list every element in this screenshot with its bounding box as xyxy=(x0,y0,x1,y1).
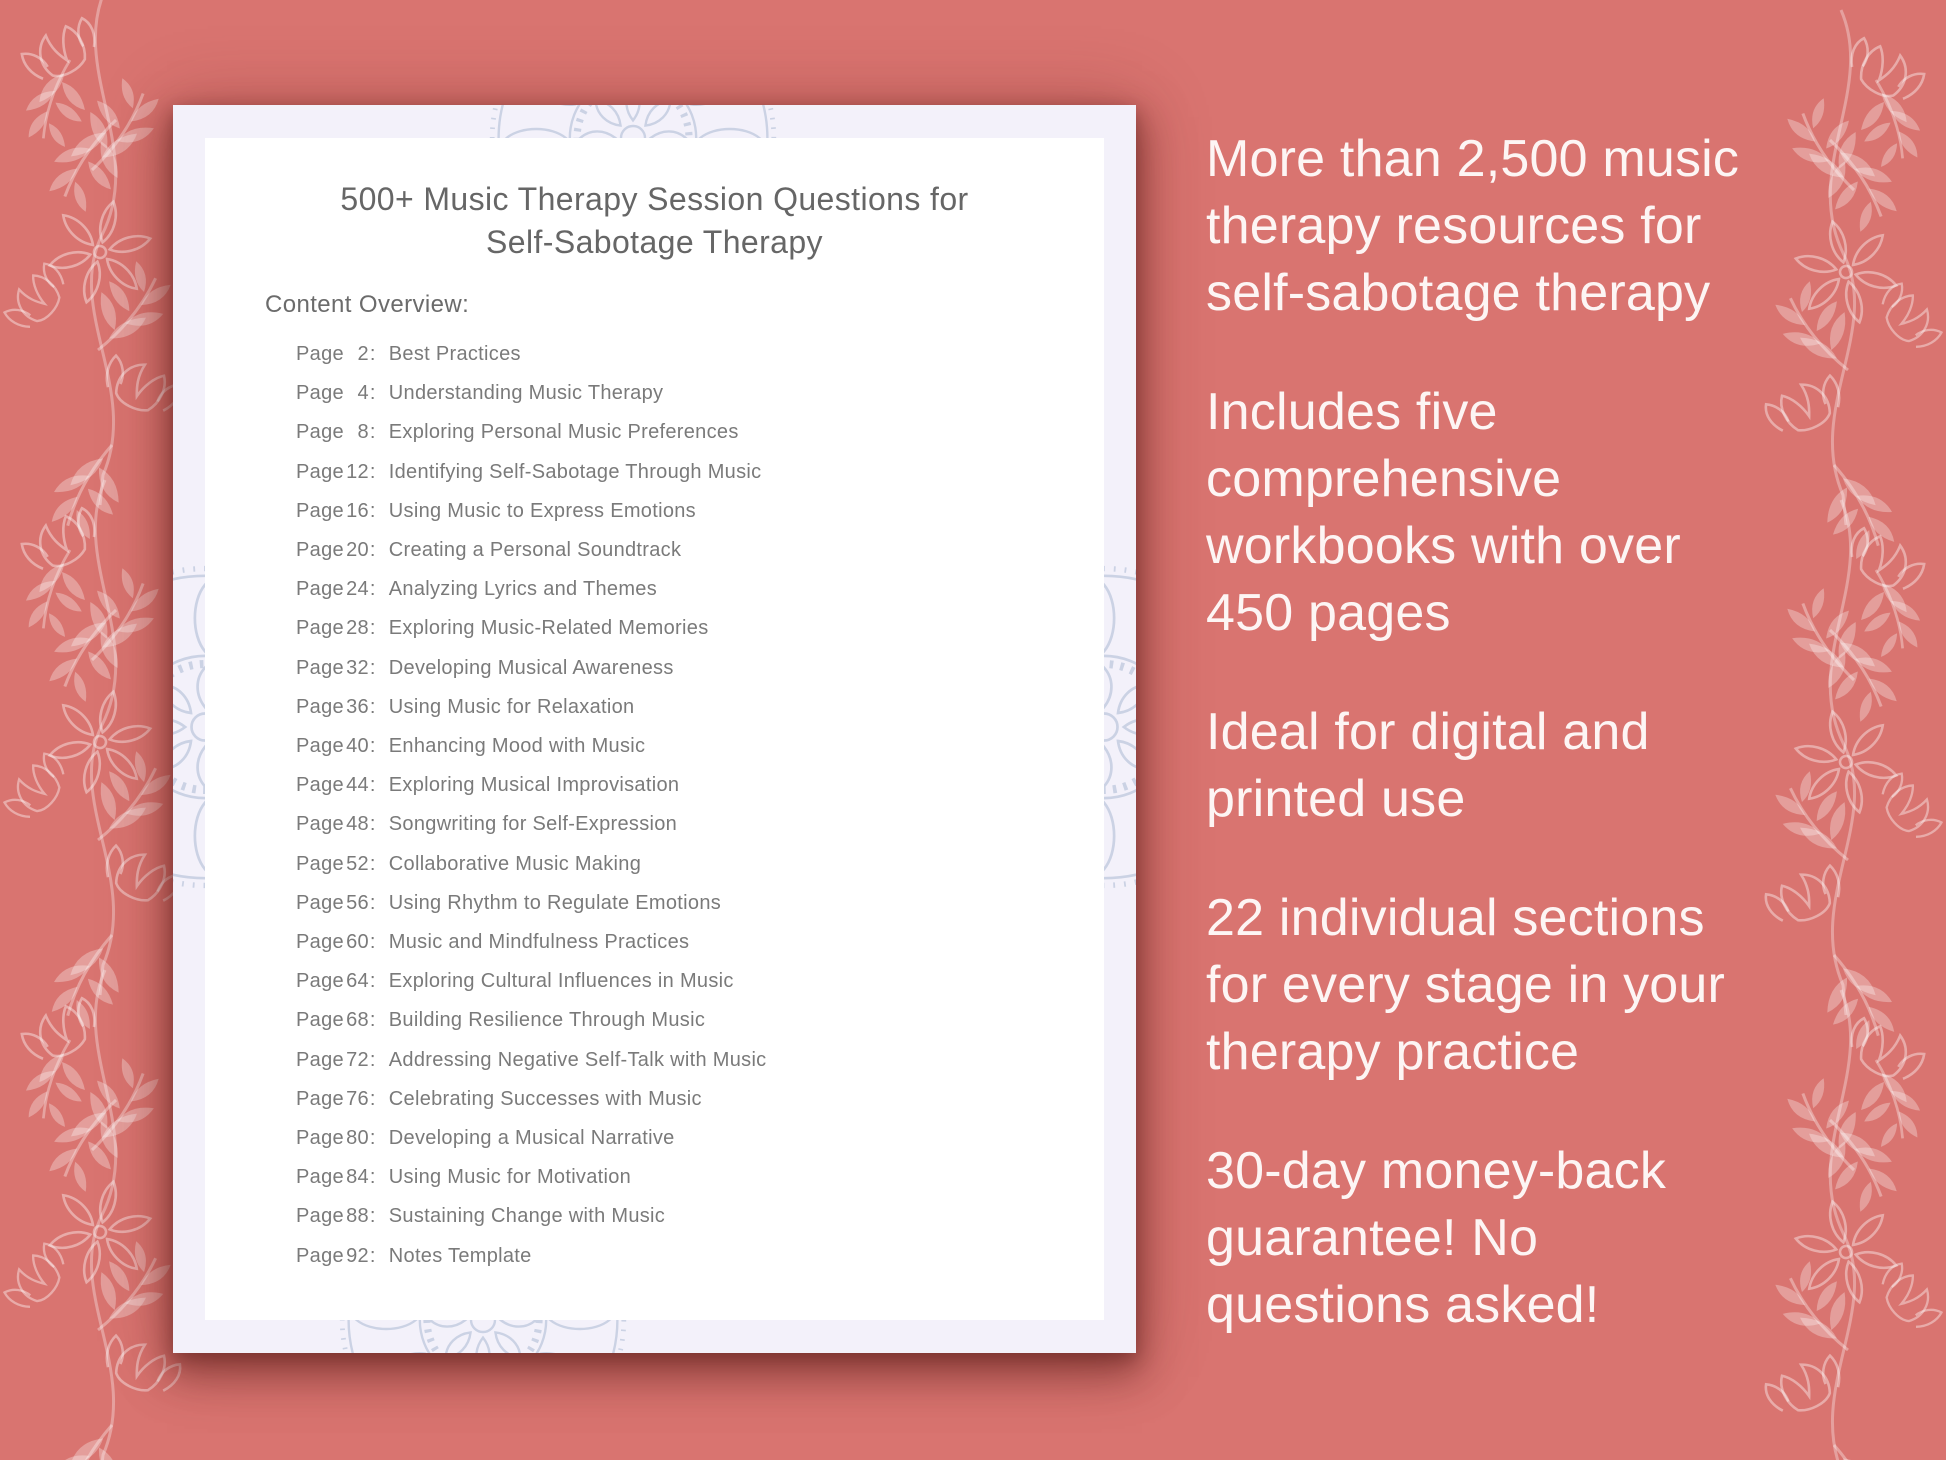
toc-row xyxy=(296,1119,1086,1158)
toc-page-number: 92 xyxy=(346,1244,369,1267)
toc-separator: : xyxy=(369,852,376,875)
toc-entry-title: Exploring Musical Improvisation xyxy=(388,774,680,797)
toc-separator: : xyxy=(369,735,376,758)
toc-page-number: 60 xyxy=(346,931,369,954)
toc-page-number: 80 xyxy=(346,1127,369,1150)
toc-separator: : xyxy=(369,617,376,640)
toc-row xyxy=(296,1001,1086,1040)
toc-entry-title: Creating a Personal Soundtrack xyxy=(388,539,682,562)
document-title-line-1: 500+ Music Therapy Session Questions for xyxy=(340,181,969,217)
toc-page-number: 36 xyxy=(346,695,369,718)
toc-entry-title: Exploring Personal Music Preferences xyxy=(388,421,739,444)
toc-row xyxy=(296,1197,1086,1236)
toc-row xyxy=(296,1041,1086,1080)
toc-entry-title: Enhancing Mood with Music xyxy=(388,735,646,758)
toc-page-label: Page xyxy=(296,1087,344,1110)
toc-row xyxy=(296,570,1086,609)
toc-row xyxy=(296,1080,1086,1119)
toc-row xyxy=(296,884,1086,923)
toc-separator: : xyxy=(369,460,376,483)
content-overview-heading: Content Overview: xyxy=(265,291,470,318)
toc-separator: : xyxy=(369,695,376,718)
toc-entry-title: Using Music to Express Emotions xyxy=(388,499,696,522)
toc-page-label: Page xyxy=(296,970,344,993)
document-page xyxy=(205,138,1104,1320)
toc-page-label: Page xyxy=(296,1048,344,1071)
toc-entry-title: Developing a Musical Narrative xyxy=(388,1127,675,1150)
toc-page-label: Page xyxy=(296,539,344,562)
toc-separator: : xyxy=(369,1127,376,1150)
toc-page-label: Page xyxy=(296,656,344,679)
toc-page-label: Page xyxy=(296,499,344,522)
toc-row xyxy=(296,335,1086,374)
toc-page-label: Page xyxy=(296,931,344,954)
toc-page-number: 32 xyxy=(346,656,369,679)
toc-entry-title: Analyzing Lyrics and Themes xyxy=(388,578,658,601)
toc-page-label: Page xyxy=(296,578,344,601)
toc-separator: : xyxy=(369,1009,376,1032)
toc-entry-title: Exploring Music-Related Memories xyxy=(388,617,709,640)
toc-page-number: 44 xyxy=(346,774,369,797)
toc-separator: : xyxy=(369,774,376,797)
toc-page-label: Page xyxy=(296,813,344,836)
document-title-line-2: Self-Sabotage Therapy xyxy=(486,224,823,260)
toc-entry-title: Developing Musical Awareness xyxy=(388,656,674,679)
toc-page-label: Page xyxy=(296,695,344,718)
toc-page-label: Page xyxy=(296,1205,344,1228)
toc-entry-title: Using Music for Relaxation xyxy=(388,695,635,718)
toc-separator: : xyxy=(369,813,376,836)
toc-page-number: 84 xyxy=(346,1166,369,1189)
toc-page-label: Page xyxy=(296,735,344,758)
toc-page-number: 64 xyxy=(346,970,369,993)
toc-page-label: Page xyxy=(296,891,344,914)
toc-page-number: 88 xyxy=(346,1205,369,1228)
toc-entry-title: Notes Template xyxy=(388,1244,532,1267)
toc-row xyxy=(296,805,1086,844)
toc-page-label: Page xyxy=(296,617,344,640)
toc-separator: : xyxy=(369,1166,376,1189)
toc-separator: : xyxy=(369,1087,376,1110)
marketing-paragraph: 22 individual sections for every stage in your therapy practice xyxy=(1206,889,1726,1081)
toc-page-label: Page xyxy=(296,1127,344,1150)
toc-page-label: Page xyxy=(296,1009,344,1032)
toc-row xyxy=(296,649,1086,688)
document-preview xyxy=(173,105,1136,1353)
toc-separator: : xyxy=(369,1244,376,1267)
toc-separator: : xyxy=(369,421,376,444)
toc-separator: : xyxy=(369,578,376,601)
toc-entry-title: Music and Mindfulness Practices xyxy=(388,931,690,954)
toc-page-label: Page xyxy=(296,460,344,483)
toc-page-number: 20 xyxy=(346,539,369,562)
toc-separator: : xyxy=(369,499,376,522)
toc-entry-title: Exploring Cultural Influences in Music xyxy=(388,970,734,993)
toc-entry-title: Identifying Self-Sabotage Through Music xyxy=(388,460,762,483)
toc-entry-title: Collaborative Music Making xyxy=(388,852,642,875)
toc-entry-title: Celebrating Successes with Music xyxy=(388,1087,702,1110)
toc-separator: : xyxy=(369,891,376,914)
toc-page-number: 2 xyxy=(357,343,369,365)
toc-row xyxy=(296,609,1086,648)
marketing-paragraph: 30-day money-back guarantee! No questions asked! xyxy=(1206,1142,1667,1334)
document-title xyxy=(205,178,1104,264)
marketing-paragraph: More than 2,500 music therapy resources for self-sabotage therapy xyxy=(1206,130,1740,322)
toc-row xyxy=(296,413,1086,452)
toc-separator: : xyxy=(369,656,376,679)
toc-row xyxy=(296,492,1086,531)
toc-row xyxy=(296,453,1086,492)
toc-entry-title: Building Resilience Through Music xyxy=(388,1009,706,1032)
toc-page-label: Page xyxy=(296,421,344,444)
toc-row xyxy=(296,1158,1086,1197)
toc-page-number: 68 xyxy=(346,1009,369,1032)
toc-separator: : xyxy=(369,970,376,993)
toc-list xyxy=(296,335,1086,1276)
toc-row xyxy=(296,766,1086,805)
toc-separator: : xyxy=(369,931,376,954)
toc-row xyxy=(296,531,1086,570)
toc-page-number: 56 xyxy=(346,891,369,914)
toc-entry-title: Sustaining Change with Music xyxy=(388,1205,666,1228)
toc-page-label: Page xyxy=(296,382,344,405)
toc-page-number: 16 xyxy=(346,499,369,522)
toc-separator: : xyxy=(369,539,376,562)
toc-row xyxy=(296,962,1086,1001)
toc-row xyxy=(296,845,1086,884)
floral-border-left xyxy=(0,0,200,1460)
toc-separator: : xyxy=(369,382,376,405)
toc-separator: : xyxy=(369,343,376,365)
toc-page-number: 4 xyxy=(357,382,369,405)
toc-entry-title: Understanding Music Therapy xyxy=(388,382,664,405)
toc-page-number: 40 xyxy=(346,735,369,758)
toc-entry-title: Using Rhythm to Regulate Emotions xyxy=(388,891,722,914)
toc-separator: : xyxy=(369,1205,376,1228)
marketing-paragraph: Ideal for digital and printed use xyxy=(1206,703,1650,828)
toc-row xyxy=(296,727,1086,766)
marketing-paragraph: Includes five comprehensive workbooks with over 450 pages xyxy=(1206,383,1681,642)
toc-page-label: Page xyxy=(296,343,344,365)
toc-page-label: Page xyxy=(296,1244,344,1267)
toc-page-number: 12 xyxy=(346,460,369,483)
toc-page-number: 48 xyxy=(346,813,369,836)
toc-separator: : xyxy=(369,1048,376,1071)
toc-page-number: 24 xyxy=(346,578,369,601)
toc-page-number: 72 xyxy=(346,1048,369,1071)
toc-row xyxy=(296,374,1086,413)
toc-page-label: Page xyxy=(296,774,344,797)
toc-entry-title: Songwriting for Self-Expression xyxy=(388,813,678,836)
toc-entry-title: Addressing Negative Self-Talk with Music xyxy=(388,1048,767,1071)
toc-row xyxy=(296,1237,1086,1276)
toc-page-label: Page xyxy=(296,1166,344,1189)
toc-page-number: 76 xyxy=(346,1087,369,1110)
toc-row xyxy=(296,923,1086,962)
toc-page-label: Page xyxy=(296,852,344,875)
floral-border-right xyxy=(1746,0,1946,1460)
toc-page-number: 52 xyxy=(346,852,369,875)
toc-entry-title: Best Practices xyxy=(388,343,521,365)
toc-page-number: 8 xyxy=(357,421,369,444)
marketing-copy xyxy=(1206,126,1766,1391)
toc-row xyxy=(296,688,1086,727)
toc-page-number: 28 xyxy=(346,617,369,640)
toc-entry-title: Using Music for Motivation xyxy=(388,1166,632,1189)
